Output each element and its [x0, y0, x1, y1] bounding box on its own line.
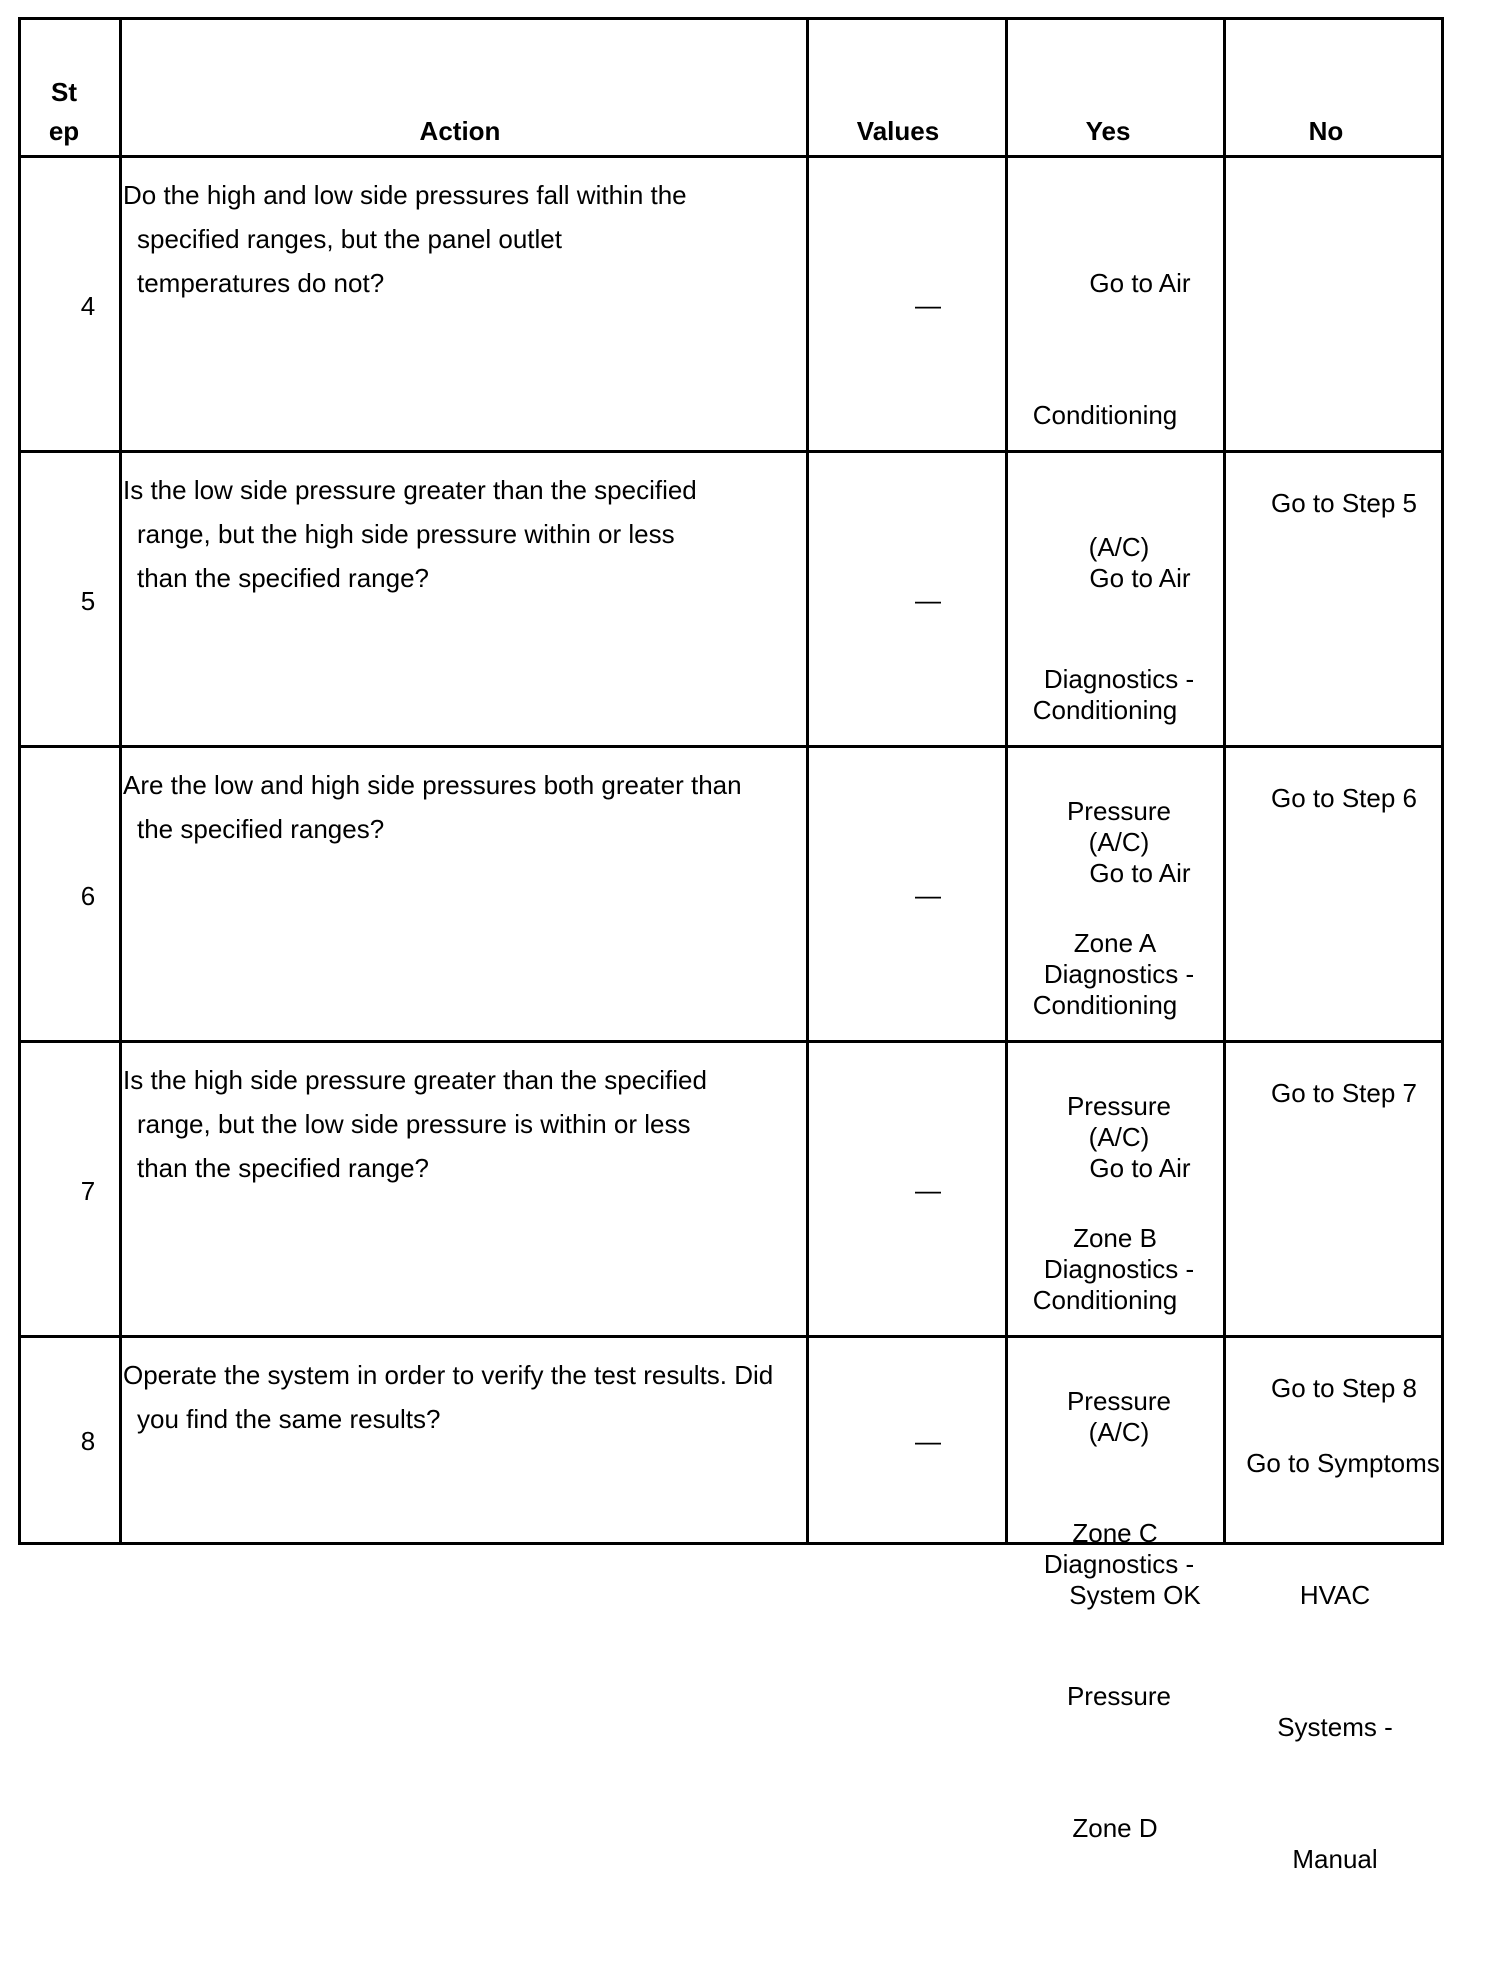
- step-number: 7: [80, 1176, 96, 1206]
- action-line: temperatures do not?: [137, 268, 385, 298]
- action-line: range, but the high side pressure within or less: [137, 519, 675, 549]
- no-cell: [1226, 688, 1446, 908]
- yes-line: (A/C): [1088, 827, 1150, 857]
- header-action: Action: [419, 116, 501, 146]
- yes-line: Zone A: [1073, 928, 1157, 958]
- step-number: 8: [80, 1426, 96, 1456]
- yes-line: Zone C: [1072, 1518, 1158, 1548]
- value-cell: —: [915, 880, 941, 910]
- diagnostic-table: [18, 17, 1444, 1874]
- no-cell: [1226, 1353, 1444, 1969]
- action-text: [123, 1353, 773, 1441]
- yes-line: Diagnostics -: [1043, 959, 1195, 989]
- action-line: Is the high side pressure greater than the specified: [123, 1065, 707, 1095]
- action-line: Operate the system in order to verify the test results. Did: [123, 1360, 774, 1390]
- yes-line: Pressure: [1066, 1091, 1172, 1121]
- yes-line: System OK: [1069, 1580, 1201, 1610]
- no-cell: [1226, 393, 1446, 613]
- value-cell: —: [915, 1426, 941, 1456]
- action-line: specified ranges, but the panel outlet: [137, 224, 562, 254]
- value-cell: —: [915, 1175, 941, 1205]
- no-line: Go to Symptoms: [1246, 1448, 1440, 1478]
- no-cell: [1226, 983, 1446, 1203]
- yes-line: Conditioning: [1032, 695, 1178, 725]
- action-line: range, but the low side pressure is within or less: [137, 1109, 691, 1139]
- yes-line: (A/C): [1088, 532, 1150, 562]
- value-cell: —: [915, 290, 941, 320]
- action-line: the specified ranges?: [137, 814, 385, 844]
- action-text: [123, 1058, 707, 1190]
- yes-line: Conditioning: [1032, 990, 1178, 1020]
- yes-line: Zone D: [1072, 1813, 1158, 1843]
- yes-line: (A/C): [1088, 1122, 1150, 1152]
- action-text: [123, 173, 687, 305]
- yes-line: Conditioning: [1032, 400, 1178, 430]
- no-line: Go to Step 8: [1271, 1373, 1417, 1403]
- header-step: [21, 73, 107, 151]
- col-border: [806, 17, 809, 1545]
- col-border: [18, 17, 21, 1545]
- step-number: 6: [80, 881, 96, 911]
- yes-line: Go to Air: [1089, 268, 1191, 298]
- step-number: 4: [80, 291, 96, 321]
- header-yes: Yes: [1085, 116, 1131, 146]
- action-line: Do the high and low side pressures fall within the: [123, 180, 687, 210]
- no-line: Systems -: [1277, 1712, 1393, 1742]
- yes-line: Conditioning: [1032, 1285, 1178, 1315]
- yes-line: Go to Air: [1089, 858, 1191, 888]
- no-line: Manual: [1292, 1844, 1378, 1874]
- yes-cell: [1008, 1485, 1222, 1705]
- header-values: Values: [856, 116, 940, 146]
- yes-line: Zone B: [1073, 1223, 1157, 1253]
- header-no: No: [1308, 116, 1344, 146]
- no-line: Go to Step 7: [1271, 1078, 1417, 1108]
- action-line: you find the same results?: [137, 1404, 441, 1434]
- action-line: Are the low and high side pressures both greater than: [123, 770, 742, 800]
- no-line: Go to Step 5: [1271, 488, 1417, 518]
- header-step-line2: ep: [48, 116, 80, 146]
- yes-line: Diagnostics -: [1043, 1254, 1195, 1284]
- yes-line: Pressure: [1066, 1681, 1172, 1711]
- yes-line: Pressure: [1066, 1386, 1172, 1416]
- action-line: than the specified range?: [137, 563, 429, 593]
- row-border: [18, 155, 1444, 158]
- action-text: [123, 763, 742, 851]
- col-border: [119, 17, 122, 1545]
- value-cell: —: [915, 585, 941, 615]
- yes-line: Go to Air: [1089, 1153, 1191, 1183]
- action-line: Is the low side pressure greater than the specified: [123, 475, 697, 505]
- action-text: [123, 468, 697, 600]
- action-line: than the specified range?: [137, 1153, 429, 1183]
- yes-line: Diagnostics -: [1043, 1549, 1195, 1579]
- no-line: Go to Step 6: [1271, 783, 1417, 813]
- yes-line: Pressure: [1066, 796, 1172, 826]
- row-border: [18, 17, 1444, 20]
- yes-line: (A/C): [1088, 1417, 1150, 1447]
- no-line: HVAC: [1299, 1580, 1371, 1610]
- yes-line: Diagnostics -: [1043, 664, 1195, 694]
- yes-line: Go to Air: [1089, 563, 1191, 593]
- header-step-line1: St: [51, 77, 77, 107]
- step-number: 5: [80, 586, 96, 616]
